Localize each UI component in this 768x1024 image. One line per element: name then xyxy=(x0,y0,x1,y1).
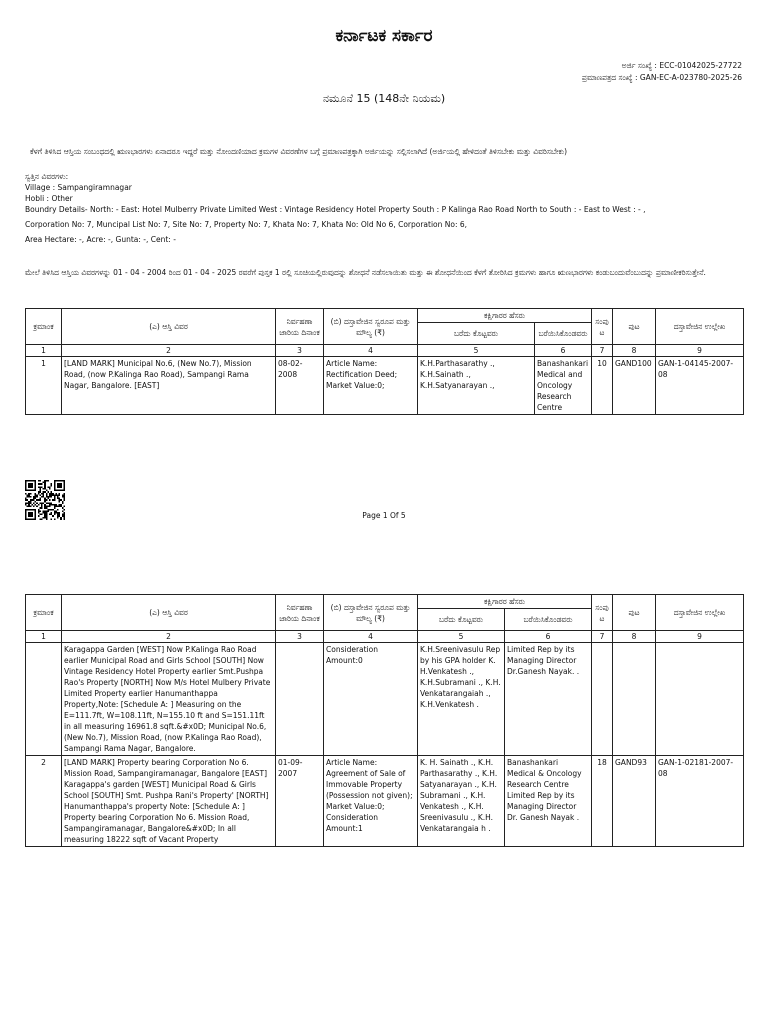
col-nature: (ಬಿ) ದಸ್ತಾವೇಜಿನ ಸ್ವರೂಪ ಮತ್ತು ಮೌಲ್ಯ (₹) xyxy=(324,595,418,631)
cell-volume xyxy=(592,643,613,756)
property-heading: ಸ್ವತ್ತಿನ ವಿವರಗಳು: xyxy=(25,172,69,181)
col-executant: ಬರೆದು ಕೊಟ್ಟವರು xyxy=(418,609,505,631)
encumbrance-table-page-2 xyxy=(25,594,744,847)
cell-sl: 2 xyxy=(26,756,62,847)
column-number: 6 xyxy=(505,631,592,643)
column-number: 4 xyxy=(324,631,418,643)
certificate-number-line: ಪ್ರಮಾಣಪತ್ರದ ಸಂಖ್ಯೆ : GAN-EC-A-023780-2025-26 xyxy=(581,73,742,82)
cell-property: [LAND MARK] Property bearing Corporation No 6. Mission Road, Sampangiramanagar, Bangalore [EAST] Karagappa's garden [WEST] Municipal Road & Girls School [SOUTH] Smt. Pushpa Rani's Property' [NORTH] Hanumanthappa's property Note: [Schedule A: ] Property bearing Corporation No 6. Mission Road, Sampangiramanagar, Bangalore&#x0D; In all measuring 18222 sqft of Vacant Property xyxy=(62,756,276,847)
cell-claimant: Banashankari Medical and Oncology Research Centre xyxy=(535,357,592,415)
cell-volume: 18 xyxy=(592,756,613,847)
col-parties: ಕಕ್ಷಿಗಾರರ ಹೆಸರು xyxy=(418,595,592,609)
col-page: ಪುಟ xyxy=(613,309,656,345)
column-number: 9 xyxy=(656,345,744,357)
cell-volume: 10 xyxy=(592,357,613,415)
col-doc-ref: ದಸ್ತಾವೇಜಿನ ಉಲ್ಲೇಖ xyxy=(656,595,744,631)
cell-sl xyxy=(26,643,62,756)
certificate-number-label: ಪ್ರಮಾಣಪತ್ರದ ಸಂಖ್ಯೆ xyxy=(581,73,633,82)
village-line: Village : Sampangiramnagar xyxy=(25,183,132,192)
property-ids-line: Corporation No: 7, Muncipal List No: 7, Site No: 7, Property No: 7, Khata No: 7, Khata No: Old No 6, Corporation No: 6, xyxy=(25,220,468,229)
cell-claimant: Banashankari Medical & Oncology Research Centre Limited Rep by its Managing Director Dr. Ganesh Nayak . xyxy=(505,756,592,847)
column-number: 7 xyxy=(592,345,613,357)
intro-text: ಕೆಳಗೆ ತಿಳಿಸಿದ ಆಸ್ತಿಯ ಸಂಬಂಧದಲ್ಲಿ ಋಣಭಾರಗಳು ಏನಾದರೂ ಇದ್ದರೆ ಮತ್ತು ನೋಂದಣಿಯಾದ ಕ್ರಮಗಳ ವಿವರಣೆಗಳ ಬಗ್ಗೆ ಪ್ರಮಾಣಪತ್ರಕ್ಕಾಗಿ ಅರ್ಜಿಯನ್ನು ಸಲ್ಲಿಸಲಾಗಿದೆ (ಅರ್ಜಿಯಲ್ಲಿ ಹೇಳಿದಂತೆ ತಿಳಿಸಬೇಕು ಮತ್ತು ವಿವರಿಸಬೇಕು) xyxy=(30,147,568,156)
cell-page: GAND100 xyxy=(613,357,656,415)
cell-page xyxy=(613,643,656,756)
col-volume: ಸಂಪುಟ xyxy=(592,309,613,345)
application-number: ECC-01042025-27722 xyxy=(659,61,742,70)
column-number: 6 xyxy=(535,345,592,357)
column-number: 8 xyxy=(613,345,656,357)
cell-date: 01-09-2007 xyxy=(276,756,324,847)
cell-property: [LAND MARK] Municipal No.6, (New No.7), Mission Road, (now P.Kalinga Rao Road), Sampangi Rama Nagar, Bangalore. [EAST] xyxy=(62,357,276,415)
column-number: 1 xyxy=(26,345,62,357)
cell-executant: K.H.Parthasarathy ., K.H.Sainath ., K.H.Satyanarayan ., xyxy=(418,357,535,415)
table-row xyxy=(26,643,744,756)
col-nature: (ಬಿ) ದಸ್ತಾವೇಜಿನ ಸ್ವರೂಪ ಮತ್ತು ಮೌಲ್ಯ (₹) xyxy=(324,309,418,345)
column-number-row xyxy=(26,345,744,357)
cell-doc-ref: GAN-1-02181-2007-08 xyxy=(656,756,744,847)
application-number-label: ಅರ್ಜಿ ಸಂಖ್ಯೆ xyxy=(621,61,653,70)
col-claimant: ಬರೆಯಿಸಿಕೊಂಡವರು xyxy=(535,323,592,345)
form-title: ನಮೂನೆ 15 (148ನೇ ನಿಯಮ) xyxy=(322,92,446,105)
encumbrance-table-page-1 xyxy=(25,308,744,415)
cell-claimant: Limited Rep by its Managing Director Dr.Ganesh Nayak. . xyxy=(505,643,592,756)
col-exec-date: ನಿರ್ವಹಣಾ ಜಾರಿಯ ದಿನಾಂಕ xyxy=(276,309,324,345)
column-number: 2 xyxy=(62,631,276,643)
col-volume: ಸಂಪುಟ xyxy=(592,595,613,631)
col-claimant: ಬರೆಯಿಸಿಕೊಂಡವರು xyxy=(505,609,592,631)
property-details xyxy=(25,171,745,245)
cell-sl: 1 xyxy=(26,357,62,415)
column-number: 7 xyxy=(592,631,613,643)
column-number: 8 xyxy=(613,631,656,643)
column-number: 9 xyxy=(656,631,744,643)
page-number: Page 1 Of 5 xyxy=(362,511,406,520)
cell-executant: K.H.Sreenivasulu Rep by his GPA holder K. H.Venkatesh ., K.H.Subramani ., K.H. Venkatarangaiah ., K.H.Venkatesh . xyxy=(418,643,505,756)
government-title: ಕರ್ನಾಟಕ ಸರ್ಕಾರ xyxy=(335,26,433,46)
column-number: 5 xyxy=(418,631,505,643)
col-page: ಪುಟ xyxy=(613,595,656,631)
certification-text: ಮೇಲೆ ತಿಳಿಸಿದ ಆಸ್ತಿಯ ವಿವರಗಳನ್ನು 01 - 04 - 2004 ರಿಂದ 01 - 04 - 2025 ರವರೆಗೆ ಪುಸ್ತಕ 1 ರಲ್ಲಿ ಸೂಚಿಯಲ್ಲಿರುವುದನ್ನು ಶೋಧನೆ ನಡೆಸಲಾಯಿತು ಮತ್ತು ಈ ಶೋಧನೆಯಿಂದ ಕೆಳಗೆ ತೋರಿಸಿದ ಕ್ರಮಗಳು ಹಾಗೂ ಋಣಭಾರಗಳು ಕಂಡುಬಂದುವೆಂಬುದನ್ನು ಪ್ರಮಾಣೀಕರಿಸುತ್ತೇನೆ. xyxy=(25,268,706,277)
table-row xyxy=(26,357,744,415)
col-property: (ಎ) ಆಸ್ತಿ ವಿವರ xyxy=(62,595,276,631)
application-number-line: ಅರ್ಜಿ ಸಂಖ್ಯೆ : ECC-01042025-27722 xyxy=(621,61,742,70)
col-property: (ಎ) ಆಸ್ತಿ ವಿವರ xyxy=(62,309,276,345)
cell-nature: Article Name: Agreement of Sale of Immovable Property (Possession not given); Market Value:0; Consideration Amount:1 xyxy=(324,756,418,847)
column-number-row xyxy=(26,631,744,643)
cell-executant: K. H. Sainath ., K.H. Parthasarathy ., K.H. Satyanarayan ., K.H. Subramani ., K.H. Venkatesh ., K.H. Sreenivasulu ., K.H. Venkatarangaia h . xyxy=(418,756,505,847)
col-parties: ಕಕ್ಷಿಗಾರರ ಹೆಸರು xyxy=(418,309,592,323)
column-number: 3 xyxy=(276,631,324,643)
cell-date xyxy=(276,643,324,756)
column-number: 4 xyxy=(324,345,418,357)
table-row xyxy=(26,756,744,847)
cell-date: 08-02-2008 xyxy=(276,357,324,415)
col-sl-no: ಕ್ರಮಾಂಕ xyxy=(26,309,62,345)
cell-doc-ref xyxy=(656,643,744,756)
table-header-row xyxy=(26,595,744,609)
certificate-number: GAN-EC-A-023780-2025-26 xyxy=(639,73,742,82)
boundary-line: Boundry Details- North: - East: Hotel Mulberry Private Limited West : Vintage Residency Hotel Property South : P Kalinga Rao Road North to South : - East to West : - , xyxy=(25,205,646,214)
cell-property: Karagappa Garden [WEST] Now P.Kalinga Rao Road earlier Municipal Road and Girls School [SOUTH] Now Vintage Residency Hotel Property earlier Smt.Pushpa Rao's Property [NORTH] Now M/s Hotel Mulbery Private Limited Property earlier Hanumanthappa Property,Note: [Schedule A: ] Measuring on the E=111.7ft, W=108.11ft, N=155.10 ft and S=151.11ft in all measuring 16961.8 sqft.&#x0D; Municipal No.6, (New No.7), Mission Road, (now P.Kalinga Rao Road), Sampangi Rama Nagar, Bangalore. xyxy=(62,643,276,756)
column-number: 2 xyxy=(62,345,276,357)
column-number: 1 xyxy=(26,631,62,643)
cell-nature: Article Name: Rectification Deed; Market Value:0; xyxy=(324,357,418,415)
cell-page: GAND93 xyxy=(613,756,656,847)
col-exec-date: ನಿರ್ವಹಣಾ ಜಾರಿಯ ದಿನಾಂಕ xyxy=(276,595,324,631)
cell-nature: Consideration Amount:0 xyxy=(324,643,418,756)
column-number: 3 xyxy=(276,345,324,357)
cell-doc-ref: GAN-1-04145-2007-08 xyxy=(656,357,744,415)
table-header-row xyxy=(26,309,744,323)
col-sl-no: ಕ್ರಮಾಂಕ xyxy=(26,595,62,631)
col-executant: ಬರೆದು ಕೊಟ್ಟವರು xyxy=(418,323,535,345)
hobli-line: Hobli : Other xyxy=(25,194,73,203)
column-number: 5 xyxy=(418,345,535,357)
document-numbers xyxy=(582,60,742,84)
area-line: Area Hectare: -, Acre: -, Gunta: -, Cent: - xyxy=(25,235,176,244)
col-doc-ref: ದಸ್ತಾವೇಜಿನ ಉಲ್ಲೇಖ xyxy=(656,309,744,345)
